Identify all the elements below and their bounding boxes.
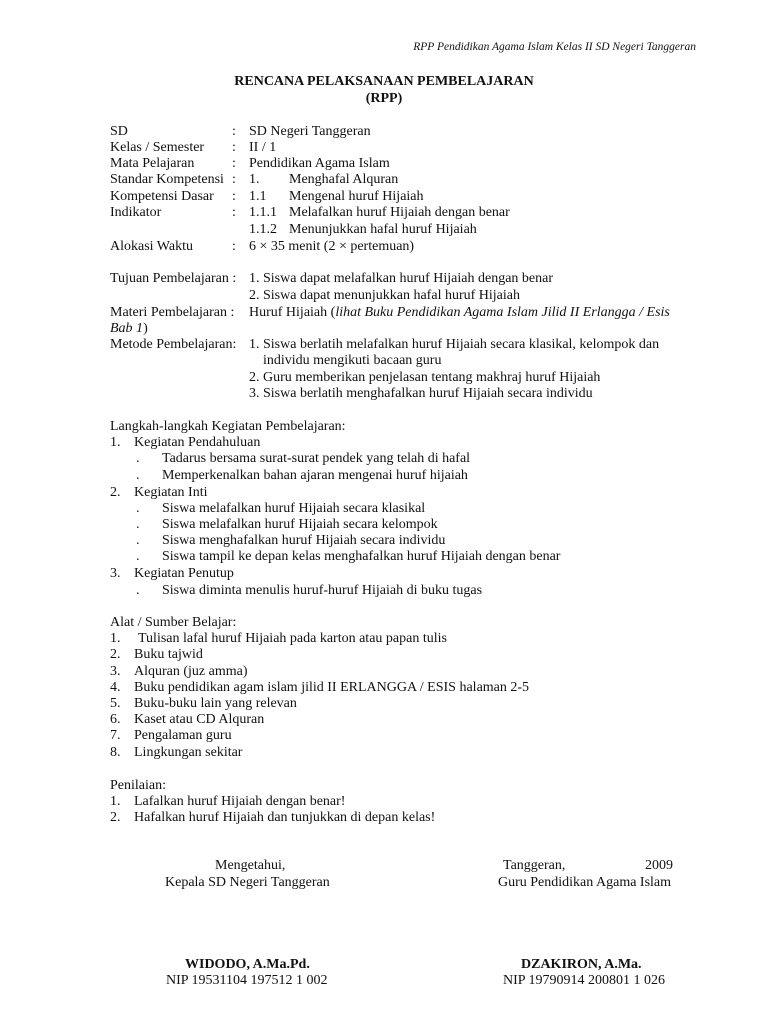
signature-left-line2: Kepala SD Negeri Tanggeran <box>165 875 330 890</box>
alat-num: 1. <box>110 631 121 646</box>
info-value-sd: SD Negeri Tanggeran <box>249 124 371 139</box>
signature-right-nip: NIP 19790914 200801 1 026 <box>503 973 666 988</box>
materi-value <box>249 305 670 321</box>
info-num-sk: 1. <box>249 172 260 187</box>
info-num-kd: 1.1 <box>249 189 267 204</box>
document-subtitle: (RPP) <box>365 91 403 106</box>
langkah-item: Siswa melafalkan huruf Hijaiah secara kelompok <box>162 517 438 532</box>
penilaian-heading: Penilaian: <box>110 778 166 793</box>
langkah-item: Tadarus bersama surat-surat pendek yang telah di hafal <box>162 451 471 466</box>
info-value-mapel: Pendidikan Agama Islam <box>249 156 390 171</box>
alat-num: 8. <box>110 745 121 760</box>
alat-item: Buku-buku lain yang relevan <box>134 696 297 711</box>
info-value-kd: Mengenal huruf Hijaiah <box>289 189 424 204</box>
langkah-item: Siswa menghafalkan huruf Hijaiah secara individu <box>162 533 446 548</box>
langkah-group-num: 1. <box>110 435 121 450</box>
langkah-item: Memperkenalkan bahan ajaran mengenai huruf hijaiah <box>162 468 468 483</box>
langkah-item: Siswa melafalkan huruf Hijaiah secara klasikal <box>162 501 426 516</box>
signature-left-nip: NIP 19531104 197512 1 002 <box>166 973 328 988</box>
page-header: RPP Pendidikan Agama Islam Kelas II SD Negeri Tanggeran <box>413 41 696 53</box>
bullet: . <box>136 533 140 548</box>
alat-num: 7. <box>110 728 121 743</box>
alat-item: Pengalaman guru <box>134 728 232 743</box>
info-label-mapel: Mata Pelajaran <box>110 156 195 171</box>
alat-item: Lingkungan sekitar <box>134 745 243 760</box>
alat-item: Buku tajwid <box>134 647 203 662</box>
tujuan-item: 1. Siswa dapat melafalkan huruf Hijaiah dengan benar <box>249 271 554 286</box>
materi-value-plain: Huruf Hijaiah ( <box>249 305 336 320</box>
metode-item-cont: individu mengikuti bacaan guru <box>263 353 442 368</box>
materi-label: Materi Pembelajaran : <box>110 305 235 320</box>
penilaian-num: 1. <box>110 794 121 809</box>
info-colon: : <box>232 205 236 220</box>
bullet: . <box>136 549 140 564</box>
bullet: . <box>136 517 140 532</box>
info-colon: : <box>232 156 236 171</box>
alat-item: Tulisan lafal huruf Hijaiah pada karton atau papan tulis <box>138 631 447 646</box>
bullet: . <box>136 583 140 598</box>
alat-item: Buku pendidikan agam islam jilid II ERLANGGA / ESIS halaman 2-5 <box>134 680 530 695</box>
penilaian-num: 2. <box>110 810 121 825</box>
signature-right-year: 2009 <box>645 858 673 873</box>
alat-item: Kaset atau CD Alquran <box>134 712 265 727</box>
penilaian-item: Lafalkan huruf Hijaiah dengan benar! <box>134 794 346 809</box>
info-colon: : <box>232 239 236 254</box>
metode-item: 1. Siswa berlatih melafalkan huruf Hijaiah secara klasikal, kelompok dan <box>249 337 660 352</box>
materi-cont-close: ) <box>143 321 148 336</box>
info-label-indikator: Indikator <box>110 205 162 220</box>
info-label-kelas: Kelas / Semester <box>110 140 205 155</box>
signature-right-line2: Guru Pendidikan Agama Islam <box>498 875 672 890</box>
alat-num: 4. <box>110 680 121 695</box>
tujuan-item: 2. Siswa dapat menunjukkan hafal huruf Hijaiah <box>249 288 520 303</box>
signature-right-name: DZAKIRON, A.Ma. <box>521 957 642 972</box>
info-label-kd: Kompetensi Dasar <box>110 189 214 204</box>
materi-value-italic: lihat Buku Pendidikan Agama Islam Jilid II Erlangga / Esis <box>335 305 670 320</box>
info-colon: : <box>232 124 236 139</box>
langkah-item: Siswa diminta menulis huruf-huruf Hijaiah di buku tugas <box>162 583 483 598</box>
langkah-group-title: Kegiatan Inti <box>134 485 208 500</box>
info-value-sk: Menghafal Alquran <box>289 172 399 187</box>
alat-heading: Alat / Sumber Belajar: <box>110 615 237 630</box>
materi-continuation <box>110 321 148 337</box>
metode-item: 3. Siswa berlatih menghafalkan huruf Hijaiah secara individu <box>249 386 593 401</box>
alat-num: 6. <box>110 712 121 727</box>
info-colon: : <box>232 172 236 187</box>
bullet: . <box>136 501 140 516</box>
alat-num: 5. <box>110 696 121 711</box>
info-value-waktu: 6 × 35 menit (2 × pertemuan) <box>249 239 415 254</box>
info-value-indikator-2: Menunjukkan hafal huruf Hijaiah <box>289 222 477 237</box>
signature-left-name: WIDODO, A.Ma.Pd. <box>185 957 310 972</box>
langkah-heading: Langkah-langkah Kegiatan Pembelajaran: <box>110 419 346 434</box>
document-title: RENCANA PELAKSANAAN PEMBELAJARAN <box>234 74 534 89</box>
tujuan-label: Tujuan Pembelajaran : <box>110 271 237 286</box>
bullet: . <box>136 451 140 466</box>
info-label-sd: SD <box>110 124 128 139</box>
info-colon: : <box>232 140 236 155</box>
info-colon: : <box>232 189 236 204</box>
alat-num: 3. <box>110 664 121 679</box>
materi-cont-italic: Bab 1 <box>110 321 144 336</box>
info-value-kelas: II / 1 <box>249 140 277 155</box>
info-label-waktu: Alokasi Waktu <box>110 239 193 254</box>
langkah-group-title: Kegiatan Penutup <box>134 566 234 581</box>
info-num-indikator-1: 1.1.1 <box>249 205 277 220</box>
signature-left-line1: Mengetahui, <box>215 858 286 873</box>
metode-item: 2. Guru memberikan penjelasan tentang makhraj huruf Hijaiah <box>249 370 601 385</box>
signature-right-place: Tanggeran, <box>503 858 566 873</box>
bullet: . <box>136 468 140 483</box>
info-value-indikator-1: Melafalkan huruf Hijaiah dengan benar <box>289 205 510 220</box>
langkah-group-num: 2. <box>110 485 121 500</box>
info-num-indikator-2: 1.1.2 <box>249 222 277 237</box>
langkah-group-title: Kegiatan Pendahuluan <box>134 435 261 450</box>
penilaian-item: Hafalkan huruf Hijaiah dan tunjukkan di depan kelas! <box>134 810 436 825</box>
metode-label: Metode Pembelajaran: <box>110 337 237 352</box>
alat-num: 2. <box>110 647 121 662</box>
alat-item: Alquran (juz amma) <box>134 664 248 679</box>
langkah-item: Siswa tampil ke depan kelas menghafalkan huruf Hijaiah dengan benar <box>162 549 561 564</box>
langkah-group-num: 3. <box>110 566 121 581</box>
info-label-sk: Standar Kompetensi <box>110 172 224 187</box>
